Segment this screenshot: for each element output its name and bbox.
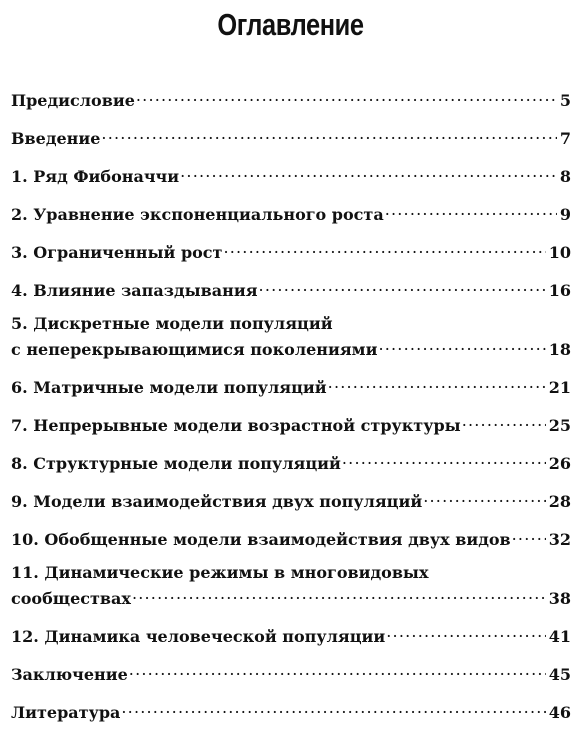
toc-entry-chapter-1[interactable] [11,161,571,187]
toc-page-number: 9 [559,205,571,224]
dot-leader [378,334,545,355]
toc-entry-introduction[interactable] [11,123,571,149]
dot-leader [101,123,556,144]
toc-entry-title: 9. Модели взаимодействия двух популяций [11,492,423,511]
toc-page-number: 18 [548,340,571,359]
toc-entry-title: Введение [11,129,101,148]
toc-entry-title: 7. Непрерывные модели возрастной структуры [11,416,461,435]
toc-page-number: 25 [548,416,571,435]
dot-leader [423,486,546,507]
toc-page-number: 21 [548,378,571,397]
toc-entry-title: Заключение [11,665,128,684]
toc-entry-references[interactable] [11,697,571,723]
toc-entry-title: 6. Матричные модели популяций [11,378,327,397]
toc-entry-title-line1: 5. Дискретные модели популяций [11,314,333,333]
toc-entry-title-line1: 11. Динамические режимы в многовидовых [11,563,429,582]
dot-leader [328,372,546,393]
toc-entry-title: Литература [11,703,121,722]
toc-entry-title: 10. Обобщенные модели взаимодействия двух видов [11,530,511,549]
dot-leader [342,448,546,469]
toc-entry-chapter-2[interactable] [11,199,571,225]
toc-entry-conclusion[interactable] [11,659,571,685]
toc-page-number: 46 [548,703,571,722]
toc-entry-chapter-8[interactable] [11,448,571,474]
toc-page-number: 10 [548,243,571,262]
toc-entry-title: 12. Динамика человеческой популяции [11,627,386,646]
dot-leader [223,237,545,258]
toc-entry-chapter-4[interactable] [11,275,571,301]
toc-entry-chapter-6[interactable] [11,372,571,398]
toc-entry-title: 2. Уравнение экспоненциального роста [11,205,384,224]
toc-page-number: 5 [559,91,571,110]
toc-entry-chapter-3[interactable] [11,237,571,263]
dot-leader [386,621,545,642]
toc-entry-chapter-9[interactable] [11,486,571,512]
toc-entry-title: сообществах [11,589,131,608]
toc-entry-title: 3. Ограниченный рост [11,243,223,262]
dot-leader [259,275,546,296]
toc-entry-title: 8. Структурные модели популяций [11,454,341,473]
dot-leader [121,697,545,718]
toc-page-number: 41 [548,627,571,646]
toc-page-number: 38 [548,589,571,608]
toc-page-number: 26 [548,454,571,473]
toc-entry-chapter-10[interactable] [11,524,571,550]
table-of-contents [11,85,571,735]
toc-entry-chapter-12[interactable] [11,621,571,647]
dot-leader [136,85,557,106]
toc-entry-preface[interactable] [11,85,571,111]
dot-leader [512,524,546,545]
toc-entry-chapter-5[interactable] [11,313,571,360]
toc-entry-title: 1. Ряд Фибоначчи [11,167,180,186]
toc-entry-title: Предисловие [11,91,135,110]
dot-leader [132,583,546,604]
dot-leader [462,410,546,431]
toc-entry-chapter-7[interactable] [11,410,571,436]
toc-page-number: 45 [548,665,571,684]
toc-entry-title: 4. Влияние запаздывания [11,281,258,300]
page-title: Оглавление [217,7,364,42]
toc-page-number: 28 [548,492,571,511]
toc-page-number: 7 [559,129,571,148]
toc-entry-title: с неперекрывающимися поколениями [11,340,378,359]
toc-page-number: 32 [548,530,571,549]
dot-leader [129,659,546,680]
dot-leader [385,199,557,220]
toc-entry-chapter-11[interactable] [11,562,571,609]
toc-page-number: 8 [559,167,571,186]
toc-page-number: 16 [548,281,571,300]
dot-leader [180,161,557,182]
